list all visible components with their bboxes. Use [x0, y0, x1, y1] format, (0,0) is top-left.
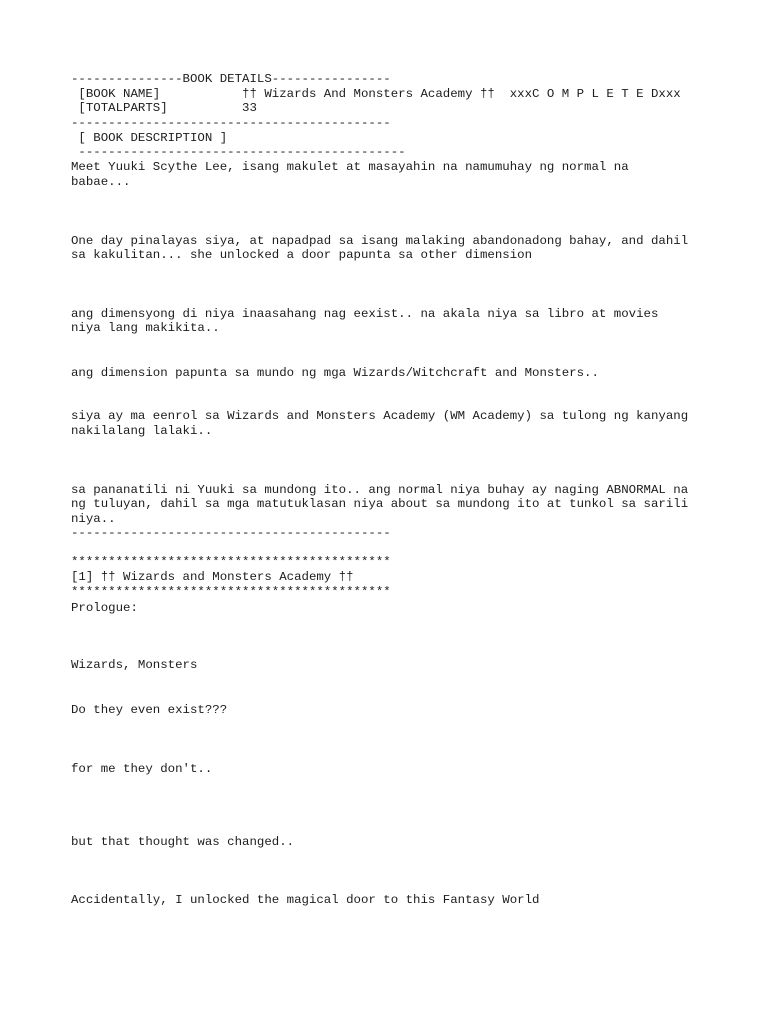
description-line: niya.. [71, 512, 116, 526]
chapter-star-rule-top: ******************************************* [71, 555, 391, 569]
description-line: siya ay ma eenrol sa Wizards and Monsters Academy (WM Academy) sa tulong ng kanyang [71, 409, 689, 423]
description-line: ng tuluyan, dahil sa mga matutuklasan niya about sa mundong ito at tunkol sa sarili [71, 497, 689, 511]
description-line: sa kakulitan... she unlocked a door papunta sa other dimension [71, 248, 533, 262]
book-description-heading-rule: -------------------------------------------- [71, 145, 406, 159]
book-description-heading: [ BOOK DESCRIPTION ] [71, 131, 228, 145]
chapter-line: Do they even exist??? [71, 703, 228, 717]
book-details-header-rule: ---------------BOOK DETAILS---------------- [71, 72, 391, 86]
description-line: nakilalang lalaki.. [71, 424, 213, 438]
chapter-line: Accidentally, I unlocked the magical door to this Fantasy World [71, 893, 540, 907]
description-line: niya lang makikita.. [71, 321, 220, 335]
chapter-title: [1] †† Wizards and Monsters Academy †† [71, 570, 354, 584]
chapter-line: for me they don't.. [71, 762, 213, 776]
total-parts-row: [TOTALPARTS] 33 [71, 101, 257, 115]
description-line: babae... [71, 175, 131, 189]
book-name-row: [BOOK NAME] †† Wizards And Monsters Academy †† xxxC O M P L E T E Dxxx [71, 87, 681, 101]
description-line: One day pinalayas siya, at napadpad sa isang malaking abandonadong bahay, and dahil [71, 234, 689, 248]
description-line: ang dimensyong di niya inaasahang nag eexist.. na akala niya sa libro at movies [71, 307, 659, 321]
book-details-close-rule: ------------------------------------------- [71, 116, 391, 130]
description-line: Meet Yuuki Scythe Lee, isang makulet at masayahin na namumuhay ng normal na [71, 160, 629, 174]
description-line: ang dimension papunta sa mundo ng mga Wizards/Witchcraft and Monsters.. [71, 366, 599, 380]
description-line: sa pananatili ni Yuuki sa mundong ito.. ang normal niya buhay ay naging ABNORMAL na [71, 483, 689, 497]
description-close-rule: ------------------------------------------- [71, 526, 391, 540]
chapter-line: Prologue: [71, 601, 138, 615]
chapter-star-rule-bottom: ******************************************* [71, 585, 391, 599]
chapter-line: Wizards, Monsters [71, 658, 198, 672]
chapter-line: but that thought was changed.. [71, 835, 295, 849]
